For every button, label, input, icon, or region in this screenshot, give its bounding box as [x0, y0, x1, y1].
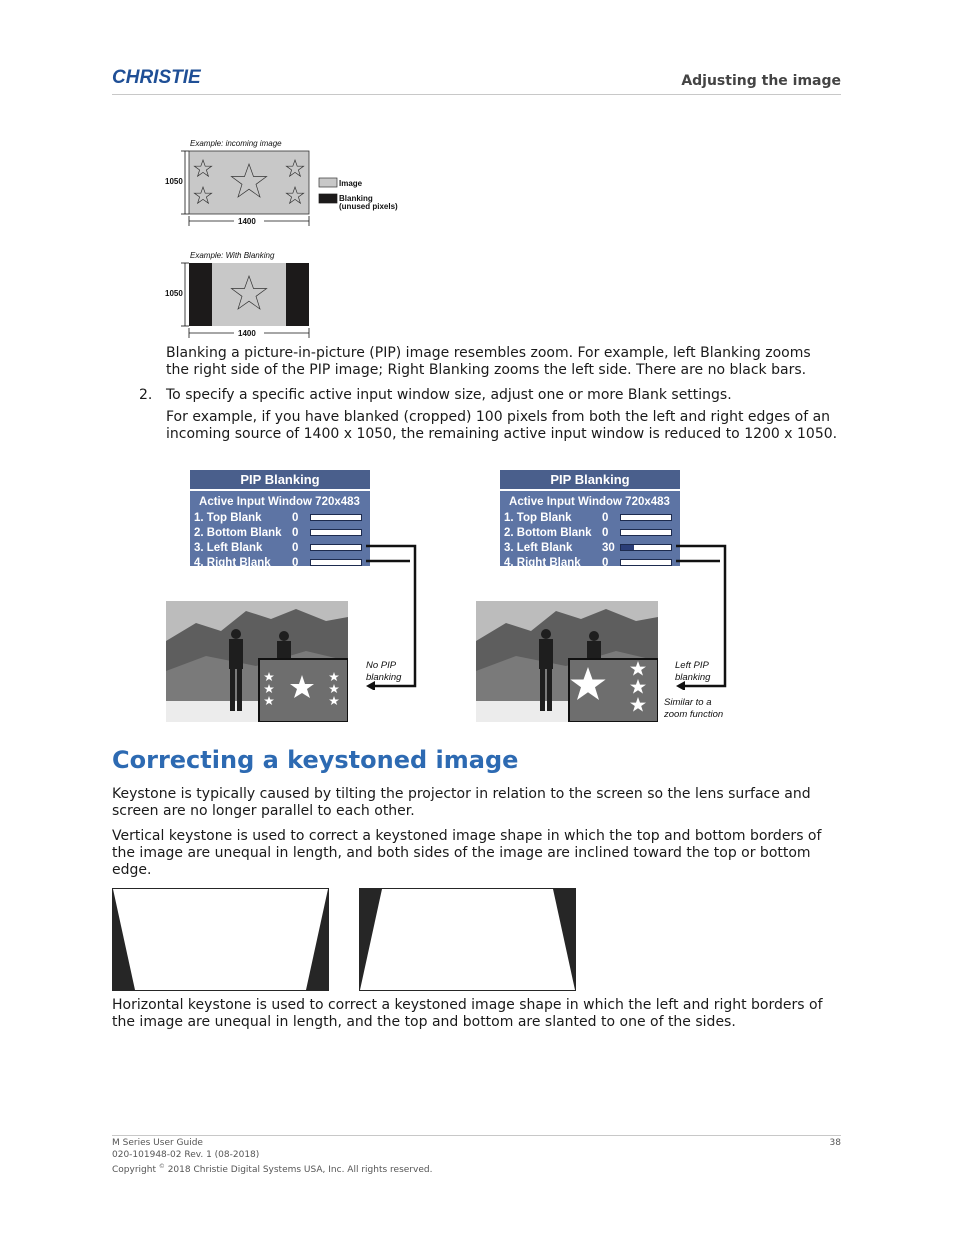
- keystone-diagram-bottom-wide: [359, 888, 576, 991]
- step-example: For example, if you have blanked (cropped) 100 pixels from both the left and right edges of an incoming source of 1400 x 1050, the remaining active input window is reduced to 1200 x 1050.: [166, 409, 838, 442]
- left-blank-slider[interactable]: [310, 544, 362, 551]
- bottom-blank-slider[interactable]: [620, 529, 672, 536]
- right-blank-slider[interactable]: [310, 559, 362, 566]
- header-divider: [112, 94, 841, 95]
- width-label-2: 1400: [238, 329, 256, 338]
- height-label: 1050: [165, 177, 183, 186]
- right-blank-row[interactable]: 4. Right Blank 0: [194, 556, 365, 571]
- zoom-note: Similar to a zoom function: [664, 697, 724, 720]
- left-blank-slider[interactable]: [620, 544, 672, 551]
- bottom-blank-slider[interactable]: [310, 529, 362, 536]
- photo-no-pip-blanking: [166, 601, 348, 722]
- document-revision: 020-101948-02 Rev. 1 (08-2018): [112, 1149, 260, 1160]
- top-blank-row[interactable]: 1. Top Blank 0: [194, 511, 365, 526]
- left-blank-row[interactable]: 3. Left Blank 0: [194, 541, 365, 556]
- legend-blanking-label: Blanking (unused pixels): [339, 194, 398, 211]
- with-blanking-caption: Example: With Blanking: [190, 251, 275, 260]
- with-blanking-diagram: [164, 258, 324, 340]
- copyright: Copyright © 2018 Christie Digital Systems USA, Inc. All rights reserved.: [112, 1163, 433, 1175]
- left-blank-row[interactable]: 3. Left Blank 30: [504, 541, 675, 556]
- top-blank-slider[interactable]: [310, 514, 362, 521]
- top-blank-row[interactable]: 1. Top Blank 0: [504, 511, 675, 526]
- horizontal-keystone-paragraph: Horizontal keystone is used to correct a keystoned image shape in which the left and right borders of the image are unequal in length, and the top and bottom are slanted to one of the sides.: [112, 997, 823, 1030]
- pip-menu-title: PIP Blanking: [190, 470, 370, 489]
- active-input-window: Active Input Window 720x483: [199, 496, 360, 508]
- bottom-blank-row[interactable]: 2. Bottom Blank 0: [194, 526, 365, 541]
- footer-info: [112, 1138, 432, 1177]
- page-number: 38: [829, 1138, 841, 1148]
- active-input-window: Active Input Window 720x483: [509, 496, 670, 508]
- section-heading: Correcting a keystoned image: [112, 746, 519, 774]
- right-blank-row[interactable]: 4. Right Blank 0: [504, 556, 675, 571]
- incoming-image-caption: Example: incoming image: [190, 139, 282, 148]
- top-blank-slider[interactable]: [620, 514, 672, 521]
- right-blank-slider[interactable]: [620, 559, 672, 566]
- pip-blanking-menu-1: [190, 470, 370, 569]
- height-label-2: 1050: [165, 289, 183, 298]
- footer-divider: [112, 1135, 841, 1136]
- vertical-keystone-paragraph: Vertical keystone is used to correct a keystoned image shape in which the top and bottom borders of the image are unequal in length, and both sides of the image are inclined toward the top or bottom edge.: [112, 828, 822, 878]
- pip-blanking-menu-2: [500, 470, 680, 569]
- keystone-paragraph: Keystone is typically caused by tilting the projector in relation to the screen so the lens surface and screen are no longer parallel to each other.: [112, 786, 811, 819]
- incoming-image-diagram: [164, 146, 414, 228]
- section-title: Adjusting the image: [681, 73, 841, 89]
- keystone-diagram-top-wide: [112, 888, 329, 991]
- bottom-blank-row[interactable]: 2. Bottom Blank 0: [504, 526, 675, 541]
- pip-blanking-paragraph: Blanking a picture-in-picture (PIP) image resembles zoom. For example, left Blanking zooms the right side of the PIP image; Right Blanking zooms the left side. There are no black bars.: [166, 345, 811, 378]
- step-number: 2.: [139, 387, 153, 403]
- left-pip-annotation: Left PIP blanking: [675, 660, 711, 683]
- legend-image-label: Image: [339, 179, 363, 188]
- pip-menu-title: PIP Blanking: [500, 470, 680, 489]
- christie-logo: [112, 66, 222, 88]
- step-text: To specify a specific active input window size, adjust one or more Blank settings.: [166, 387, 732, 403]
- document-title: M Series User Guide: [112, 1138, 203, 1148]
- svg-text:CHRISTIE: CHRISTIE: [112, 67, 201, 88]
- no-pip-annotation: No PIP blanking: [366, 660, 402, 683]
- width-label: 1400: [238, 217, 256, 226]
- photo-left-pip-blanking: [476, 601, 658, 722]
